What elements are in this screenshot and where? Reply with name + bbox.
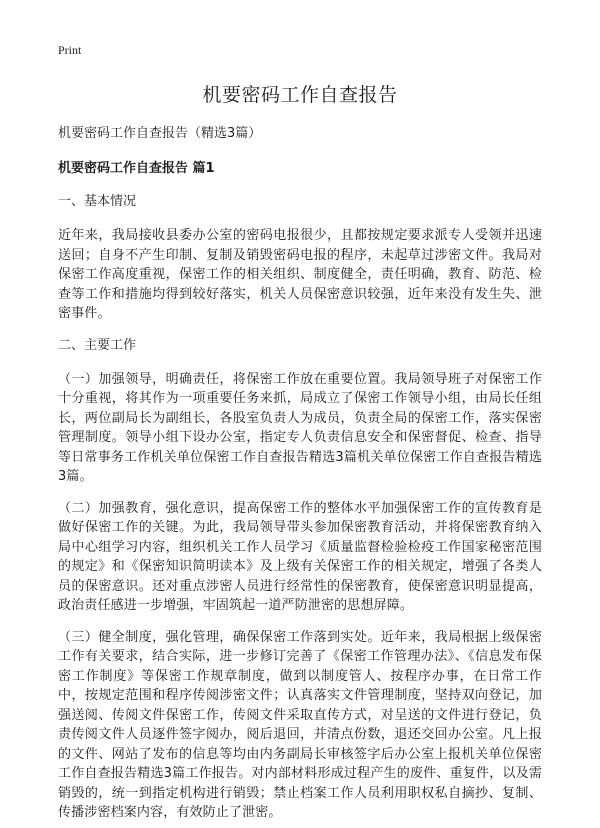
document-title: 机要密码工作自查报告 xyxy=(202,84,398,106)
basic-situation-heading: 一、基本情况 xyxy=(58,194,137,209)
paragraph-leadership: （一）加强领导，明确责任，将保密工作放在重要位置。我局领导班子对保密工作十分重视，将其作为一项重要任务来抓，局成立了保密工作领导小组，由局长任组长，两位副局长为副组长，各股室负责人为成员，负责全局的保密工作，落实保密管理制度。领导小组下设办公室，指定专人负责信息安全和保密督促、检查、指导等日常事务工作机关单位保密工作自查报告精选3篇机关单位保密工作自查报告精选3篇。 xyxy=(58,371,542,484)
paragraph-education: （二）加强教育，强化意识，提高保密工作的整体水平加强保密工作的宣传教育是做好保密工作的关键。为此，我局领导带头参加保密教育活动，并将保密教育纳入局中心组学习内容，组织机关工作人员学习《质量监督检验检疫工作国家秘密范围的规定》和《保密知识简明读本》及上级有关保密工作的相关规定，增强了各类人员的保密意识。还对重点涉密人员进行经常性的保密教育，使保密意识明显提高，政治责任感进一步增强，牢固筑起一道严防泄密的思想屏障。 xyxy=(58,500,542,613)
section-heading: 机要密码工作自查报告 篇1 xyxy=(58,161,215,176)
basic-situation-paragraph: 近年来，我局接收县委办公室的密码电报很少，且都按规定要求派专人受领并迅速送回；自身不产生印制、复制及销毁密码电报的程序，未起草过涉密文件。我局对保密工作高度重视，保密工作的相关组织、制度健全，责任明确，教育、防范、检查等工作和措施均得到较好落实，机关人员保密意识较强，近年来没有发生失、泄密事件。 xyxy=(58,228,542,321)
document-subtitle: 机要密码工作自查报告（精选3篇） xyxy=(58,126,262,141)
main-work-heading: 二、主要工作 xyxy=(58,337,137,353)
paragraph-system: （三）健全制度，强化管理，确保保密工作落到实处。近年来，我局根据上级保密工作有关要求，结合实际，进一步修订完善了《保密工作管理办法》、《信息发布保密工作制度》等保密工作规章制度，做到以制度管人、按程序办事，在日常工作中，按规定范围和程序传阅涉密文件；认真落实文件管理制度，坚持双向登记，加强送阅、传阅文件保密工作，传阅文件采取直传方式，对呈送的文件进行登记，负责传阅文件人员逐件签字阅办，阅后退回，并清点份数，退还交回办公室。凡上报的文件、网站了发布的信息等均由内务副局长审核签字后办公室上报机关单位保密工作自查报告精选3篇工作报告。对内部材料形成过程产生的废件、重复件，以及需销毁的，统一到指定机构进行销毁；禁止档案工作人员利用职权私自摘抄、复制、传播涉密档案内容，有效防止了泄密。 xyxy=(58,629,542,820)
print-label: Print xyxy=(58,43,82,57)
